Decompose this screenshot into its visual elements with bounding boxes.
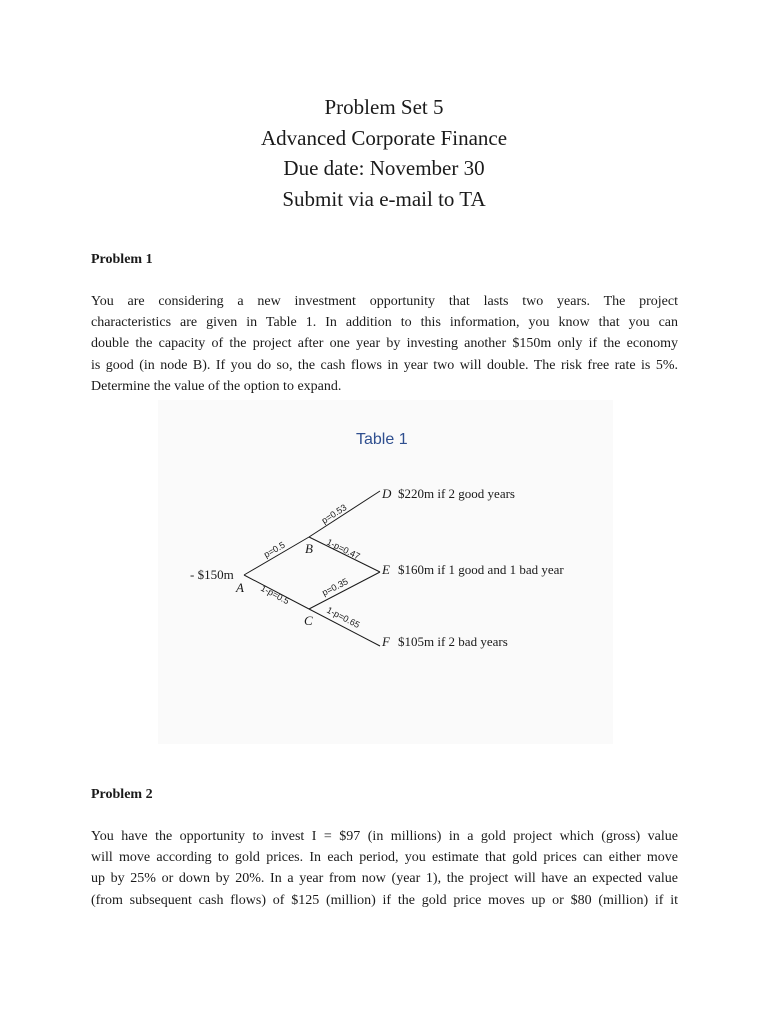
problem-1-line: is good (in node B). If you do so, the cash flows in year two will double. The risk free rate is 5%. [91, 357, 678, 373]
prob-b-e: 1-p=0.47 [325, 536, 362, 562]
prob-c-f: 1-p=0.65 [325, 604, 362, 631]
node-e-label: E [382, 562, 390, 577]
problem-1-heading: Problem 1 [91, 252, 153, 267]
problem-1-line: You are considering a new investment opportunity that lasts two years. The project [91, 294, 678, 309]
title-line-3: Due date: November 30 [283, 156, 485, 180]
node-d-label: D [382, 486, 392, 501]
outcome-f: $105m if 2 bad years [398, 634, 508, 649]
title-line-4: Submit via e-mail to TA [282, 186, 486, 211]
prob-a-c: 1-p=0.5 [259, 582, 291, 607]
problem-2-text [91, 826, 678, 911]
title-line-1: Problem Set 5 [324, 95, 444, 119]
problem-2-heading: Problem 2 [91, 787, 153, 802]
problem-1-text [91, 291, 678, 397]
binomial-tree-svg [158, 400, 613, 744]
node-a-label: A [236, 580, 244, 595]
initial-investment-label: - $150m [190, 567, 234, 582]
node-b-label: B [305, 541, 313, 556]
node-f-label: F [382, 634, 390, 649]
prob-a-b: p=0.5 [262, 539, 287, 560]
document-title [0, 92, 768, 214]
outcome-e: $160m if 1 good and 1 bad year [398, 562, 564, 577]
problem-1-line: characteristics are given in Table 1. In addition to this information, you know that you can [91, 315, 678, 331]
branch-b-d [309, 491, 380, 537]
binomial-tree-figure [158, 400, 613, 744]
problem-2-line: You have the opportunity to invest I = $97 (in millions) in a gold project which (gross) value [91, 829, 678, 844]
problem-1-line: Determine the value of the option to expand. [91, 378, 342, 394]
figure-title: Table 1 [356, 431, 408, 448]
prob-b-d: p=0.53 [319, 502, 349, 526]
problem-2-line: (from subsequent cash flows) of $125 (million) if the gold price moves up or $80 (million) if it [91, 892, 678, 908]
title-line-2: Advanced Corporate Finance [260, 125, 508, 150]
problem-2-line: up by 25% or down by 20%. In a year from now (year 1), the project will have an expected value [91, 871, 678, 887]
problem-1-line: double the capacity of the project after one year by investing another $150m only if the economy [91, 336, 678, 352]
problem-2-line: will move according to gold prices. In each period, you estimate that gold prices can either move [91, 850, 678, 866]
outcome-d: $220m if 2 good years [398, 486, 515, 501]
prob-c-e: p=0.35 [320, 576, 350, 598]
node-c-label: C [304, 613, 313, 628]
